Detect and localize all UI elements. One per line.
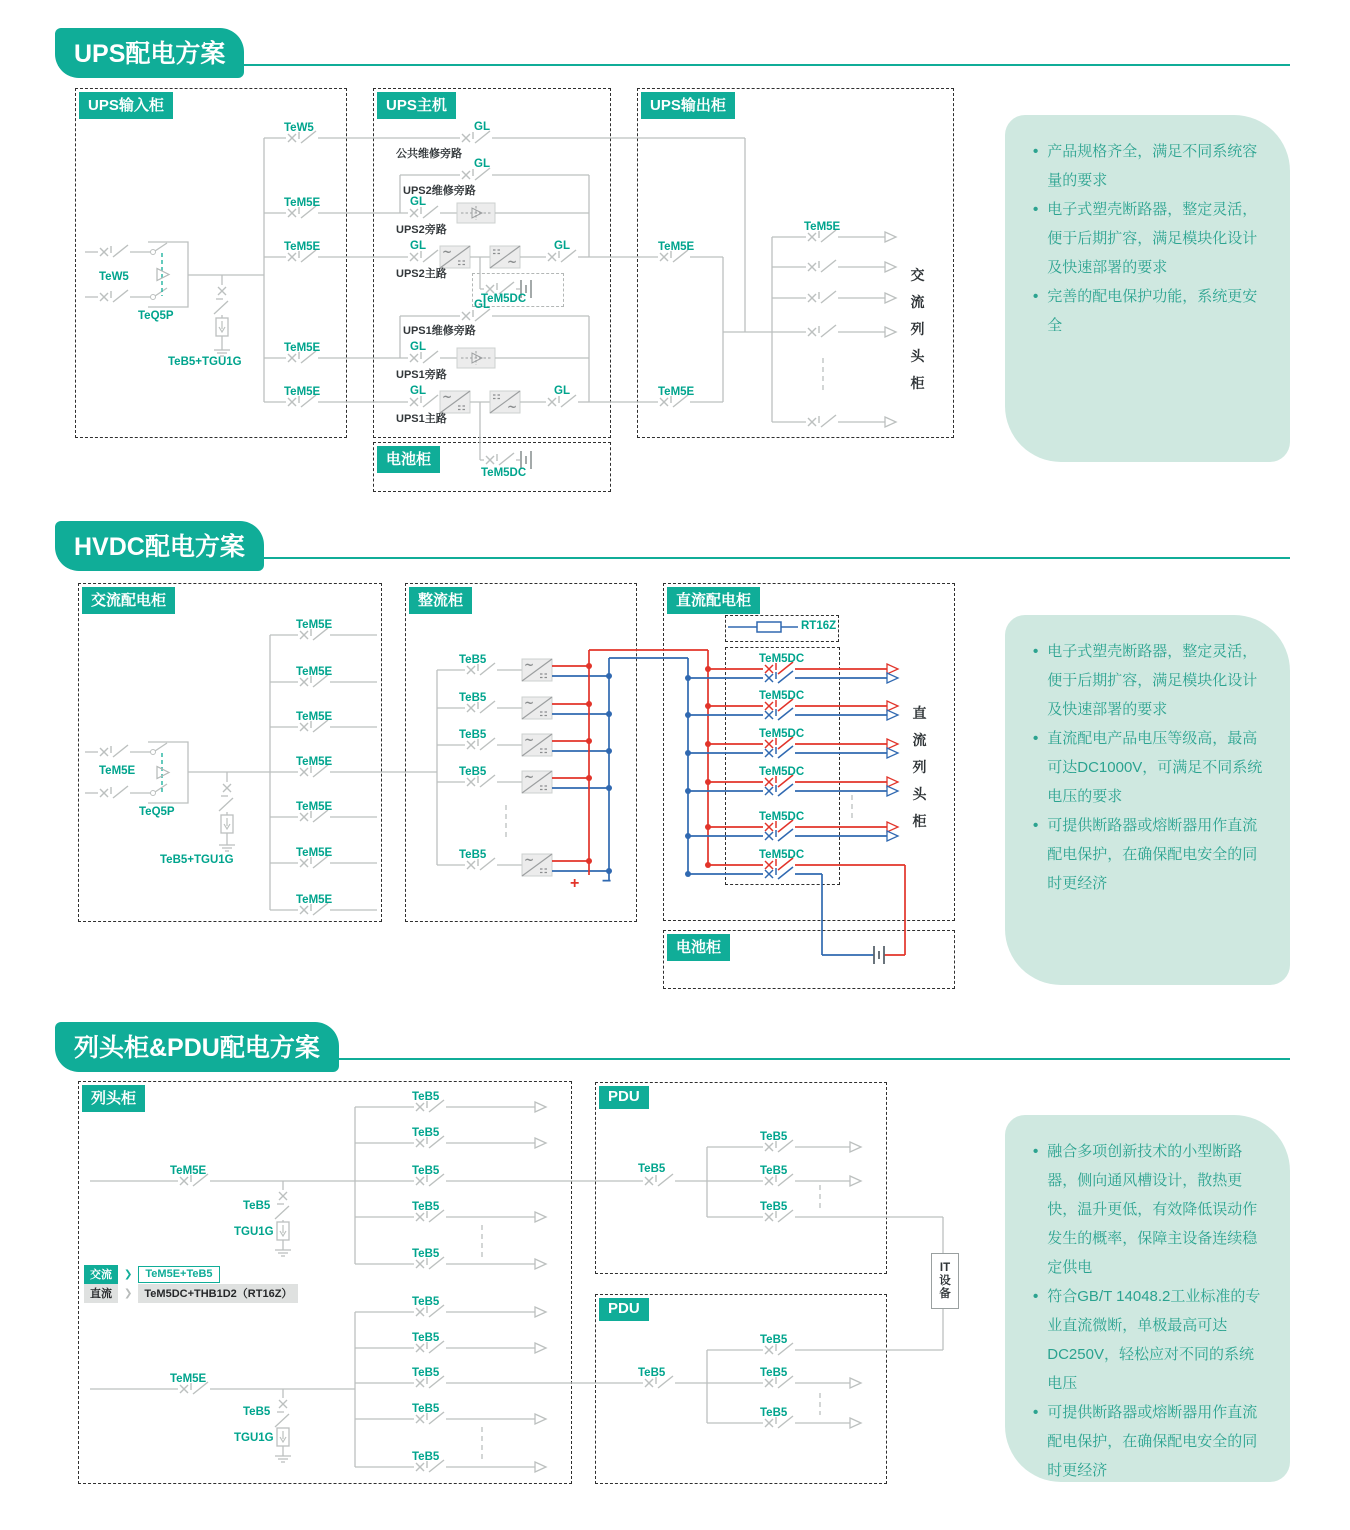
feature-list (1033, 637, 1268, 898)
component-label: TeB5 (760, 1201, 788, 1213)
breaker-icon (100, 245, 128, 257)
rectifier-icon (522, 696, 552, 719)
arrow-icon (885, 417, 896, 427)
component-label: TeM5E (296, 847, 333, 859)
inverter-icon (490, 246, 520, 269)
feature-item (1033, 1137, 1268, 1282)
arrow-icon (885, 232, 896, 242)
arrow-icon (535, 1343, 546, 1353)
junction-dot (685, 712, 691, 718)
component-label: TeM5E (170, 1373, 207, 1385)
component-label: TeB5 (412, 1091, 440, 1103)
transfer-switch-icon (148, 242, 188, 307)
bullet-icon: • (1033, 1288, 1039, 1305)
arrow-icon (887, 786, 898, 796)
arrow-icon (850, 1142, 861, 1152)
junction-dot (705, 862, 711, 868)
component-label: GL (410, 240, 426, 252)
chevron-right-icon: ❯ (124, 1288, 133, 1299)
feature-text: 符合GB/T 14048.2工业标准的专业直流微断，单极最高可达DC250V，轻松应对不同的系统电压 (1047, 1288, 1261, 1392)
component-label: TeB5 (412, 1367, 440, 1379)
svg-text:~: ~ (524, 853, 535, 867)
polarity-label: + (570, 875, 580, 892)
cabinet-badge: 直流配电柜 (667, 587, 760, 614)
component-label: TeM5E (284, 241, 321, 253)
legend-dc-value: TeM5DC+THB1D2（RT16Z） (138, 1284, 298, 1303)
surge-arrester-icon (219, 772, 233, 845)
circuit-name-label: UPS1旁路 (396, 369, 447, 381)
component-label: TeW5 (99, 271, 129, 283)
bullet-icon: • (1033, 288, 1039, 305)
component-label: TeB5 (459, 766, 487, 778)
arrow-icon (535, 1462, 546, 1472)
transfer-switch-icon (148, 742, 188, 803)
arrow-icon (850, 1418, 861, 1428)
component-label: TeB5 (760, 1131, 788, 1143)
breaker-icon (645, 1174, 673, 1186)
arrow-icon (887, 748, 898, 758)
junction-dot (705, 741, 711, 747)
circuit-name-label: UPS2维修旁路 (403, 185, 476, 197)
ground-icon (219, 845, 235, 851)
surge-arrester-icon (214, 275, 228, 350)
arrow-icon (850, 1176, 861, 1186)
chevron-right-icon: ❯ (124, 1269, 133, 1280)
cabinet-badge: 列头柜 (82, 1085, 145, 1112)
cabinet-badge: 整流柜 (409, 587, 472, 614)
feature-item (1033, 1398, 1268, 1485)
breaker-icon (808, 291, 836, 303)
arrow-icon (885, 327, 896, 337)
static-switch-icon (457, 203, 495, 223)
section-title-ups: UPS配电方案 (55, 28, 244, 78)
component-label: TeB5 (760, 1165, 788, 1177)
component-label: TeB5 (412, 1451, 440, 1463)
component-label: TeM5E (658, 241, 695, 253)
component-label: TeB5 (412, 1127, 440, 1139)
arrow-icon (535, 1414, 546, 1424)
circuit-name-label: UPS2旁路 (396, 224, 447, 236)
arrow-icon (887, 664, 898, 674)
feature-text: 产品规格齐全，满足不同系统容量的要求 (1047, 143, 1258, 189)
feature-text: 直流配电产品电压等级高，最高可达DC1000V，可满足不同系统电压的要求 (1047, 730, 1263, 805)
component-label: TeB5 (760, 1407, 788, 1419)
arrow-icon (887, 673, 898, 683)
component-label: TeB5 (412, 1201, 440, 1213)
component-label: GL (474, 121, 490, 133)
circuit-name-label: 公共维修旁路 (396, 148, 462, 160)
component-label: TeB5 (412, 1403, 440, 1415)
junction-dot (705, 666, 711, 672)
component-label: TeB5 (459, 692, 487, 704)
component-label: TeM5E (296, 666, 333, 678)
component-label: TeM5E (658, 386, 695, 398)
feature-item (1033, 1282, 1268, 1398)
cabinet-badge: UPS输出柜 (641, 92, 735, 119)
breaker-icon (100, 745, 128, 757)
legend-ac-value: TeM5E+TeB5 (138, 1266, 219, 1283)
component-label: TeB5 (412, 1332, 440, 1344)
component-label: TeM5DC (759, 849, 805, 861)
rectifier-icon (522, 770, 552, 793)
svg-text:~: ~ (442, 245, 453, 259)
arrow-icon (887, 739, 898, 749)
cabinet-badge: UPS主机 (377, 92, 456, 119)
circuit-name-label: UPS2主路 (396, 268, 447, 280)
svg-text:~: ~ (524, 696, 535, 710)
arrow-icon (887, 822, 898, 832)
feature-item (1033, 282, 1268, 340)
component-label: TeM5E (284, 197, 321, 209)
legend-row-ac (84, 1265, 220, 1284)
feature-text: 可提供断路器或熔断器用作直流配电保护，在确保配电安全的同时更经济 (1047, 1404, 1258, 1479)
arrow-icon (535, 1307, 546, 1317)
component-label: GL (410, 196, 426, 208)
component-label: TeM5DC (481, 293, 527, 305)
feature-item (1033, 195, 1268, 282)
arrow-icon (535, 1102, 546, 1112)
component-label: TeM5DC (481, 467, 527, 479)
arrow-icon (850, 1378, 861, 1388)
feature-item (1033, 811, 1268, 898)
component-label: GL (474, 158, 490, 170)
component-label: TeB5 (412, 1248, 440, 1260)
junction-dot (705, 703, 711, 709)
feature-text: 电子式塑壳断路器，整定灵活，便于后期扩容，满足模块化设计及快速部署的要求 (1047, 643, 1258, 718)
component-label: TeM5DC (759, 728, 805, 740)
component-label: TeM5DC (759, 811, 805, 823)
polarity-label: − (602, 873, 612, 890)
bullet-icon: • (1033, 201, 1039, 218)
bullet-icon: • (1033, 1404, 1039, 1421)
feature-panel-ups (1005, 115, 1290, 462)
inverter-icon (490, 391, 520, 414)
component-label: TeB5 (459, 729, 487, 741)
feature-text: 融合多项创新技术的小型断路器，侧向通风槽设计，散热更快，温升更低，有效降低误动作发生的概率，保障主设备连续稳定供电 (1047, 1143, 1258, 1276)
dest-label: 交流列头柜 (910, 267, 925, 391)
surge-arrester-icon (275, 1389, 289, 1456)
static-switch-icon (457, 348, 495, 368)
bullet-icon: • (1033, 143, 1039, 160)
battery-icon (874, 946, 884, 964)
breaker-icon (808, 415, 836, 427)
feature-text: 可提供断路器或熔断器用作直流配电保护，在确保配电安全的同时更经济 (1047, 817, 1258, 892)
component-label: TeB5 (412, 1296, 440, 1308)
cabinet-badge: PDU (599, 1086, 649, 1109)
legend-ac-tag: 交流 (84, 1265, 118, 1284)
component-label: TeQ5P (139, 806, 175, 818)
junction-dot (685, 871, 691, 877)
feature-item (1033, 637, 1268, 724)
feature-panel-hvdc (1005, 615, 1290, 985)
svg-text:~: ~ (507, 255, 518, 269)
component-label: GL (554, 240, 570, 252)
junction-dot (685, 750, 691, 756)
breaker-icon (100, 290, 128, 302)
fuse-icon (757, 622, 781, 632)
svg-text:~: ~ (442, 390, 453, 404)
feature-list (1033, 137, 1268, 340)
breaker-icon (808, 260, 836, 272)
ground-icon (275, 1456, 291, 1462)
component-label: TGU1G (234, 1226, 274, 1238)
svg-text:~: ~ (524, 733, 535, 747)
component-label: TeW5 (284, 122, 314, 134)
svg-text:~: ~ (524, 658, 535, 672)
feature-text: 完善的配电保护功能，系统更安全 (1047, 288, 1258, 334)
rectifier-icon (522, 853, 552, 876)
feature-list (1033, 1137, 1268, 1485)
component-label: GL (554, 385, 570, 397)
component-label: TeB5 (412, 1165, 440, 1177)
legend-row-dc (84, 1284, 298, 1303)
feature-item (1033, 137, 1268, 195)
component-label: TeM5E (284, 342, 321, 354)
junction-dot (705, 824, 711, 830)
cabinet-badge: 交流配电柜 (82, 587, 175, 614)
dest-label: 直流列头柜 (912, 705, 927, 829)
arrow-icon (887, 710, 898, 720)
arrow-icon (885, 293, 896, 303)
arrow-icon (535, 1259, 546, 1269)
breaker-icon (808, 325, 836, 337)
arrow-icon (887, 831, 898, 841)
breaker-icon (486, 453, 514, 465)
feature-text: 电子式塑壳断路器，整定灵活，便于后期扩容，满足模块化设计及快速部署的要求 (1047, 201, 1258, 276)
component-label: TeB5+TGU1G (160, 854, 234, 866)
surge-arrester-icon (275, 1181, 289, 1250)
ground-icon (275, 1250, 291, 1256)
component-label: TeM5DC (759, 690, 805, 702)
component-label: TeM5DC (759, 653, 805, 665)
breaker-icon (100, 786, 128, 798)
legend-dc-tag: 直流 (84, 1284, 118, 1303)
feature-item (1033, 724, 1268, 811)
component-label: TeB5 (243, 1406, 271, 1418)
component-label: TeM5E (804, 221, 841, 233)
it-equipment-box (931, 1253, 959, 1309)
svg-text:~: ~ (524, 770, 535, 784)
junction-dot (705, 779, 711, 785)
junction-dot (685, 833, 691, 839)
arrow-icon (887, 777, 898, 787)
component-label: RT16Z (801, 620, 837, 632)
junction-dot (685, 675, 691, 681)
component-label: TeB5+TGU1G (168, 356, 242, 368)
component-label: TeM5E (296, 756, 333, 768)
component-label: TeM5E (296, 894, 333, 906)
bullet-icon: • (1033, 643, 1039, 660)
component-label: TeQ5P (138, 310, 174, 322)
component-label: TGU1G (234, 1432, 274, 1444)
bullet-icon: • (1033, 1143, 1039, 1160)
circuit-name-label: UPS1主路 (396, 413, 447, 425)
component-label: TeB5 (243, 1200, 271, 1212)
section-title-pdu: 列头柜&PDU配电方案 (55, 1022, 339, 1072)
cabinet-badge: 电池柜 (667, 934, 730, 961)
arrow-icon (887, 701, 898, 711)
component-label: TeB5 (459, 654, 487, 666)
component-label: TeB5 (638, 1163, 666, 1175)
component-label: GL (474, 299, 490, 311)
component-label: TeM5DC (759, 766, 805, 778)
component-label: TeB5 (459, 849, 487, 861)
junction-dot (685, 788, 691, 794)
rectifier-icon (522, 658, 552, 681)
feature-panel-pdu (1005, 1115, 1290, 1482)
bullet-icon: • (1033, 730, 1039, 747)
rectifier-icon (522, 733, 552, 756)
component-label: TeM5E (296, 711, 333, 723)
component-label: TeM5E (170, 1165, 207, 1177)
bullet-icon: • (1033, 817, 1039, 834)
arrow-icon (885, 262, 896, 272)
component-label: TeM5E (296, 619, 333, 631)
arrow-icon (535, 1212, 546, 1222)
arrow-icon (535, 1138, 546, 1148)
component-label: TeB5 (760, 1367, 788, 1379)
cabinet-badge: UPS输入柜 (79, 92, 173, 119)
component-label: GL (410, 385, 426, 397)
component-label: TeM5E (296, 801, 333, 813)
component-label: TeM5E (99, 765, 136, 777)
component-label: GL (410, 341, 426, 353)
svg-text:~: ~ (507, 400, 518, 414)
component-label: TeB5 (638, 1367, 666, 1379)
it-equipment-label: IT设备 (939, 1261, 951, 1300)
component-label: TeM5E (284, 386, 321, 398)
cabinet-badge: PDU (599, 1298, 649, 1321)
circuit-name-label: UPS1维修旁路 (403, 325, 476, 337)
component-label: TeB5 (760, 1334, 788, 1346)
section-title-hvdc: HVDC配电方案 (55, 521, 264, 571)
cabinet-badge: 电池柜 (377, 446, 440, 473)
